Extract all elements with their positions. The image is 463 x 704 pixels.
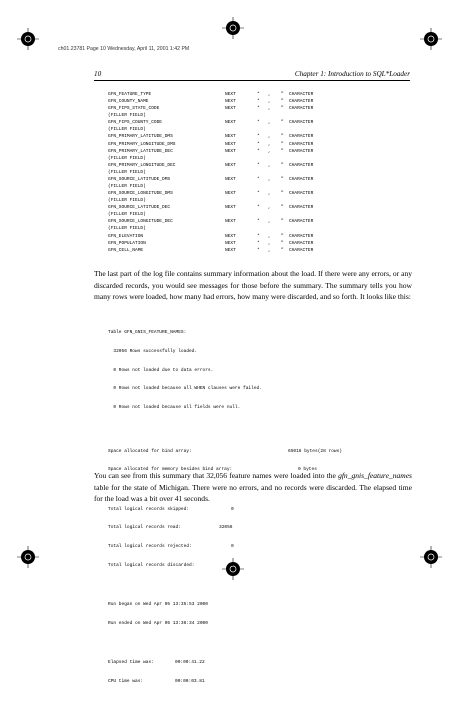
field-star: * [257,219,260,225]
field-comma: , [268,191,271,197]
field-quote: " [281,134,284,140]
paragraph-text: You can see from this summary that 32,056 feature names were loaded into the [94,471,339,480]
field-comma: , [268,120,271,126]
registration-mark-icon [17,546,39,568]
space-memory-value: 0 bytes [298,467,317,473]
registration-mark-icon [17,28,39,50]
records-line [108,544,408,550]
field-next: NEXT [225,233,236,239]
field-row [108,105,398,112]
field-name: GFN_SOURCE_LATITUDE_DMS [108,176,171,182]
field-next: NEXT [225,120,236,126]
records-value: 0 [231,544,234,550]
field-row [108,169,398,176]
field-name: GFN_SOURCE_LONGITUDE_DEC [108,219,173,225]
records-label: Total logical records skipped: [108,506,190,512]
records-label: Total logical records rejected: [108,544,192,550]
field-comma: , [268,134,271,140]
field-star: * [257,134,260,140]
field-type: CHARACTER [289,106,314,112]
field-quote: " [281,205,284,211]
field-row [108,183,398,190]
field-name: GFN_POPULATION [108,240,146,246]
field-row [108,112,398,119]
field-type: CHARACTER [289,205,314,211]
field-row [108,218,398,225]
print-slug: ch01.23781 Page 10 Wednesday, April 11, 2001 1:42 PM [58,46,190,52]
field-quote: " [281,176,284,182]
field-next: NEXT [225,176,236,182]
field-quote: " [281,247,284,253]
field-row [108,233,398,240]
field-name: (FILLER FIELD) [108,113,146,119]
field-row [108,190,398,197]
field-row [108,148,398,155]
field-row [108,98,398,105]
field-type: CHARACTER [289,219,314,225]
cpu-time-line [108,679,408,685]
field-name: GFN_SOURCE_LONGITUDE_DMS [108,191,173,197]
field-row [108,162,398,169]
run-ended-line: Run ended on Wed Apr 05 13:36:34 2000 [108,620,208,626]
field-name: GFN_FIPS_COUNTY_CODE [108,120,163,126]
elapsed-time-line [108,660,408,666]
field-quote: " [281,106,284,112]
field-name: GFN_PRIMARY_LONGITUDE_DEC [108,162,176,168]
paragraph: The last part of the log file contains summary information about the load. If there were any errors, or any discarded records, you would see messages for those before the summary. The summary tells you how many rows were loaded, how many had errors, how many were discarded, and so forth. It looks like this: [94,269,412,302]
field-name: (FILLER FIELD) [108,169,146,175]
field-row [108,211,398,218]
field-star: * [257,176,260,182]
field-quote: " [281,141,284,147]
field-row [108,141,398,148]
field-comma: , [268,148,271,154]
field-next: NEXT [225,219,236,225]
summary-line: 0 Rows not loaded because all fields were null. [108,404,241,410]
field-type: CHARACTER [289,92,314,97]
summary-line: 32056 Rows successfully loaded. [108,349,198,354]
field-name: GFN_ELEVATION [108,233,144,239]
chapter-title: Chapter 1: Introduction to SQL*Loader [294,70,410,78]
field-row [108,119,398,126]
field-row [108,155,398,162]
field-row [108,204,398,211]
field-list [108,91,398,254]
field-name: (FILLER FIELD) [108,155,146,161]
field-quote: " [281,240,284,246]
field-name: GFN_PRIMARY_LONGITUDE_DMS [108,141,176,147]
field-name: (FILLER FIELD) [108,226,146,232]
field-next: NEXT [225,99,236,105]
field-name: (FILLER FIELD) [108,127,146,133]
records-value: 0 [231,506,234,512]
elapsed-time-value: 00:00:41.22 [175,660,205,666]
field-quote: " [281,99,284,105]
field-type: CHARACTER [289,191,314,197]
paragraph [94,470,412,505]
table-name: gfn_gnis_feature_names [338,471,412,480]
field-star: * [257,191,260,197]
field-comma: , [268,233,271,239]
field-quote: " [281,92,284,97]
field-next: NEXT [225,106,236,112]
field-quote: " [281,162,284,168]
page-number: 10 [94,70,102,78]
field-comma: , [268,162,271,168]
elapsed-time-label: Elapsed time was: [108,660,154,666]
field-next: NEXT [225,148,236,154]
field-comma: , [268,219,271,225]
field-comma: , [268,106,271,112]
field-name: GFN_PRIMARY_LATITUDE_DEC [108,148,173,154]
field-row [108,240,398,247]
field-comma: , [268,141,271,147]
field-star: * [257,99,260,105]
space-bind-line [108,449,408,455]
field-name: GFN_FIPS_STATE_CODE [108,106,160,112]
registration-mark-icon [222,17,244,39]
field-type: CHARACTER [289,240,314,246]
field-next: NEXT [225,191,236,197]
field-type: CHARACTER [289,148,314,154]
field-name: (FILLER FIELD) [108,184,146,190]
field-type: CHARACTER [289,141,314,147]
field-next: NEXT [225,240,236,246]
field-star: * [257,141,260,147]
field-type: CHARACTER [289,162,314,168]
records-line [108,563,408,569]
running-header [94,70,410,81]
field-next: NEXT [225,141,236,147]
field-star: * [257,92,260,97]
field-row [108,176,398,183]
field-star: * [257,205,260,211]
field-star: * [257,120,260,126]
field-star: * [257,148,260,154]
records-label: Total logical records discarded: [108,562,195,568]
field-row [108,126,398,133]
table-title: Table GFN_GNIS_FEATURE_NAMES: [108,330,187,336]
field-quote: " [281,191,284,197]
registration-mark-icon [420,546,442,568]
records-label: Total logical records read: [108,525,181,531]
summary-line: 0 Rows not loaded due to data errors. [108,367,214,373]
field-star: * [257,233,260,239]
cpu-time-label: CPU time was: [108,679,144,685]
field-comma: , [268,92,271,97]
field-star: * [257,162,260,168]
field-type: CHARACTER [289,247,314,253]
field-name: GFN_PRIMARY_LATITUDE_DMS [108,134,173,140]
space-bind-label: Space allocated for bind array: [108,448,192,454]
field-name: (FILLER FIELD) [108,212,146,218]
field-comma: , [268,99,271,105]
field-name: GFN_FEATURE_TYPE [108,92,152,97]
field-star: * [257,106,260,112]
field-quote: " [281,148,284,154]
field-row [108,91,398,98]
cpu-time-value: 00:00:03.81 [175,679,205,685]
field-row [108,197,398,204]
field-next: NEXT [225,162,236,168]
field-comma: , [268,205,271,211]
field-comma: , [268,176,271,182]
field-name: (FILLER FIELD) [108,198,146,204]
paragraph-text: table for the state of Michigan. There were no errors, and no records were discarded. The elapsed time for the load was a bit over 41 seconds. [94,482,412,504]
field-type: CHARACTER [289,134,314,140]
field-name: GFN_SOURCE_LATITUDE_DEC [108,205,171,211]
records-value: 32056 [219,525,233,531]
field-quote: " [281,233,284,239]
records-value: 0 [231,562,234,568]
field-row [108,133,398,140]
records-line [108,507,408,513]
field-star: * [257,240,260,246]
summary-line: 0 Rows not loaded because all WHEN clauses were failed. [108,386,262,392]
field-next: NEXT [225,247,236,253]
field-type: CHARACTER [289,120,314,126]
field-type: CHARACTER [289,176,314,182]
registration-mark-icon [420,28,442,50]
field-row [108,225,398,232]
field-name: GFN_COUNTY_NAME [108,99,149,105]
field-next: NEXT [225,92,236,97]
field-comma: , [268,247,271,253]
space-bind-value: 65016 bytes(28 rows) [288,448,343,454]
field-name: GFN_CELL_NAME [108,247,144,253]
field-next: NEXT [225,205,236,211]
field-comma: , [268,240,271,246]
records-line [108,525,408,531]
space-memory-label: Space allocated for memory besides bind array: [108,467,233,473]
field-quote: " [281,219,284,225]
field-star: * [257,247,260,253]
field-quote: " [281,120,284,126]
run-began-line: Run began on Wed Apr 05 13:35:53 2000 [108,602,208,608]
field-type: CHARACTER [289,233,314,239]
field-next: NEXT [225,134,236,140]
field-type: CHARACTER [289,99,314,105]
field-row [108,247,398,254]
